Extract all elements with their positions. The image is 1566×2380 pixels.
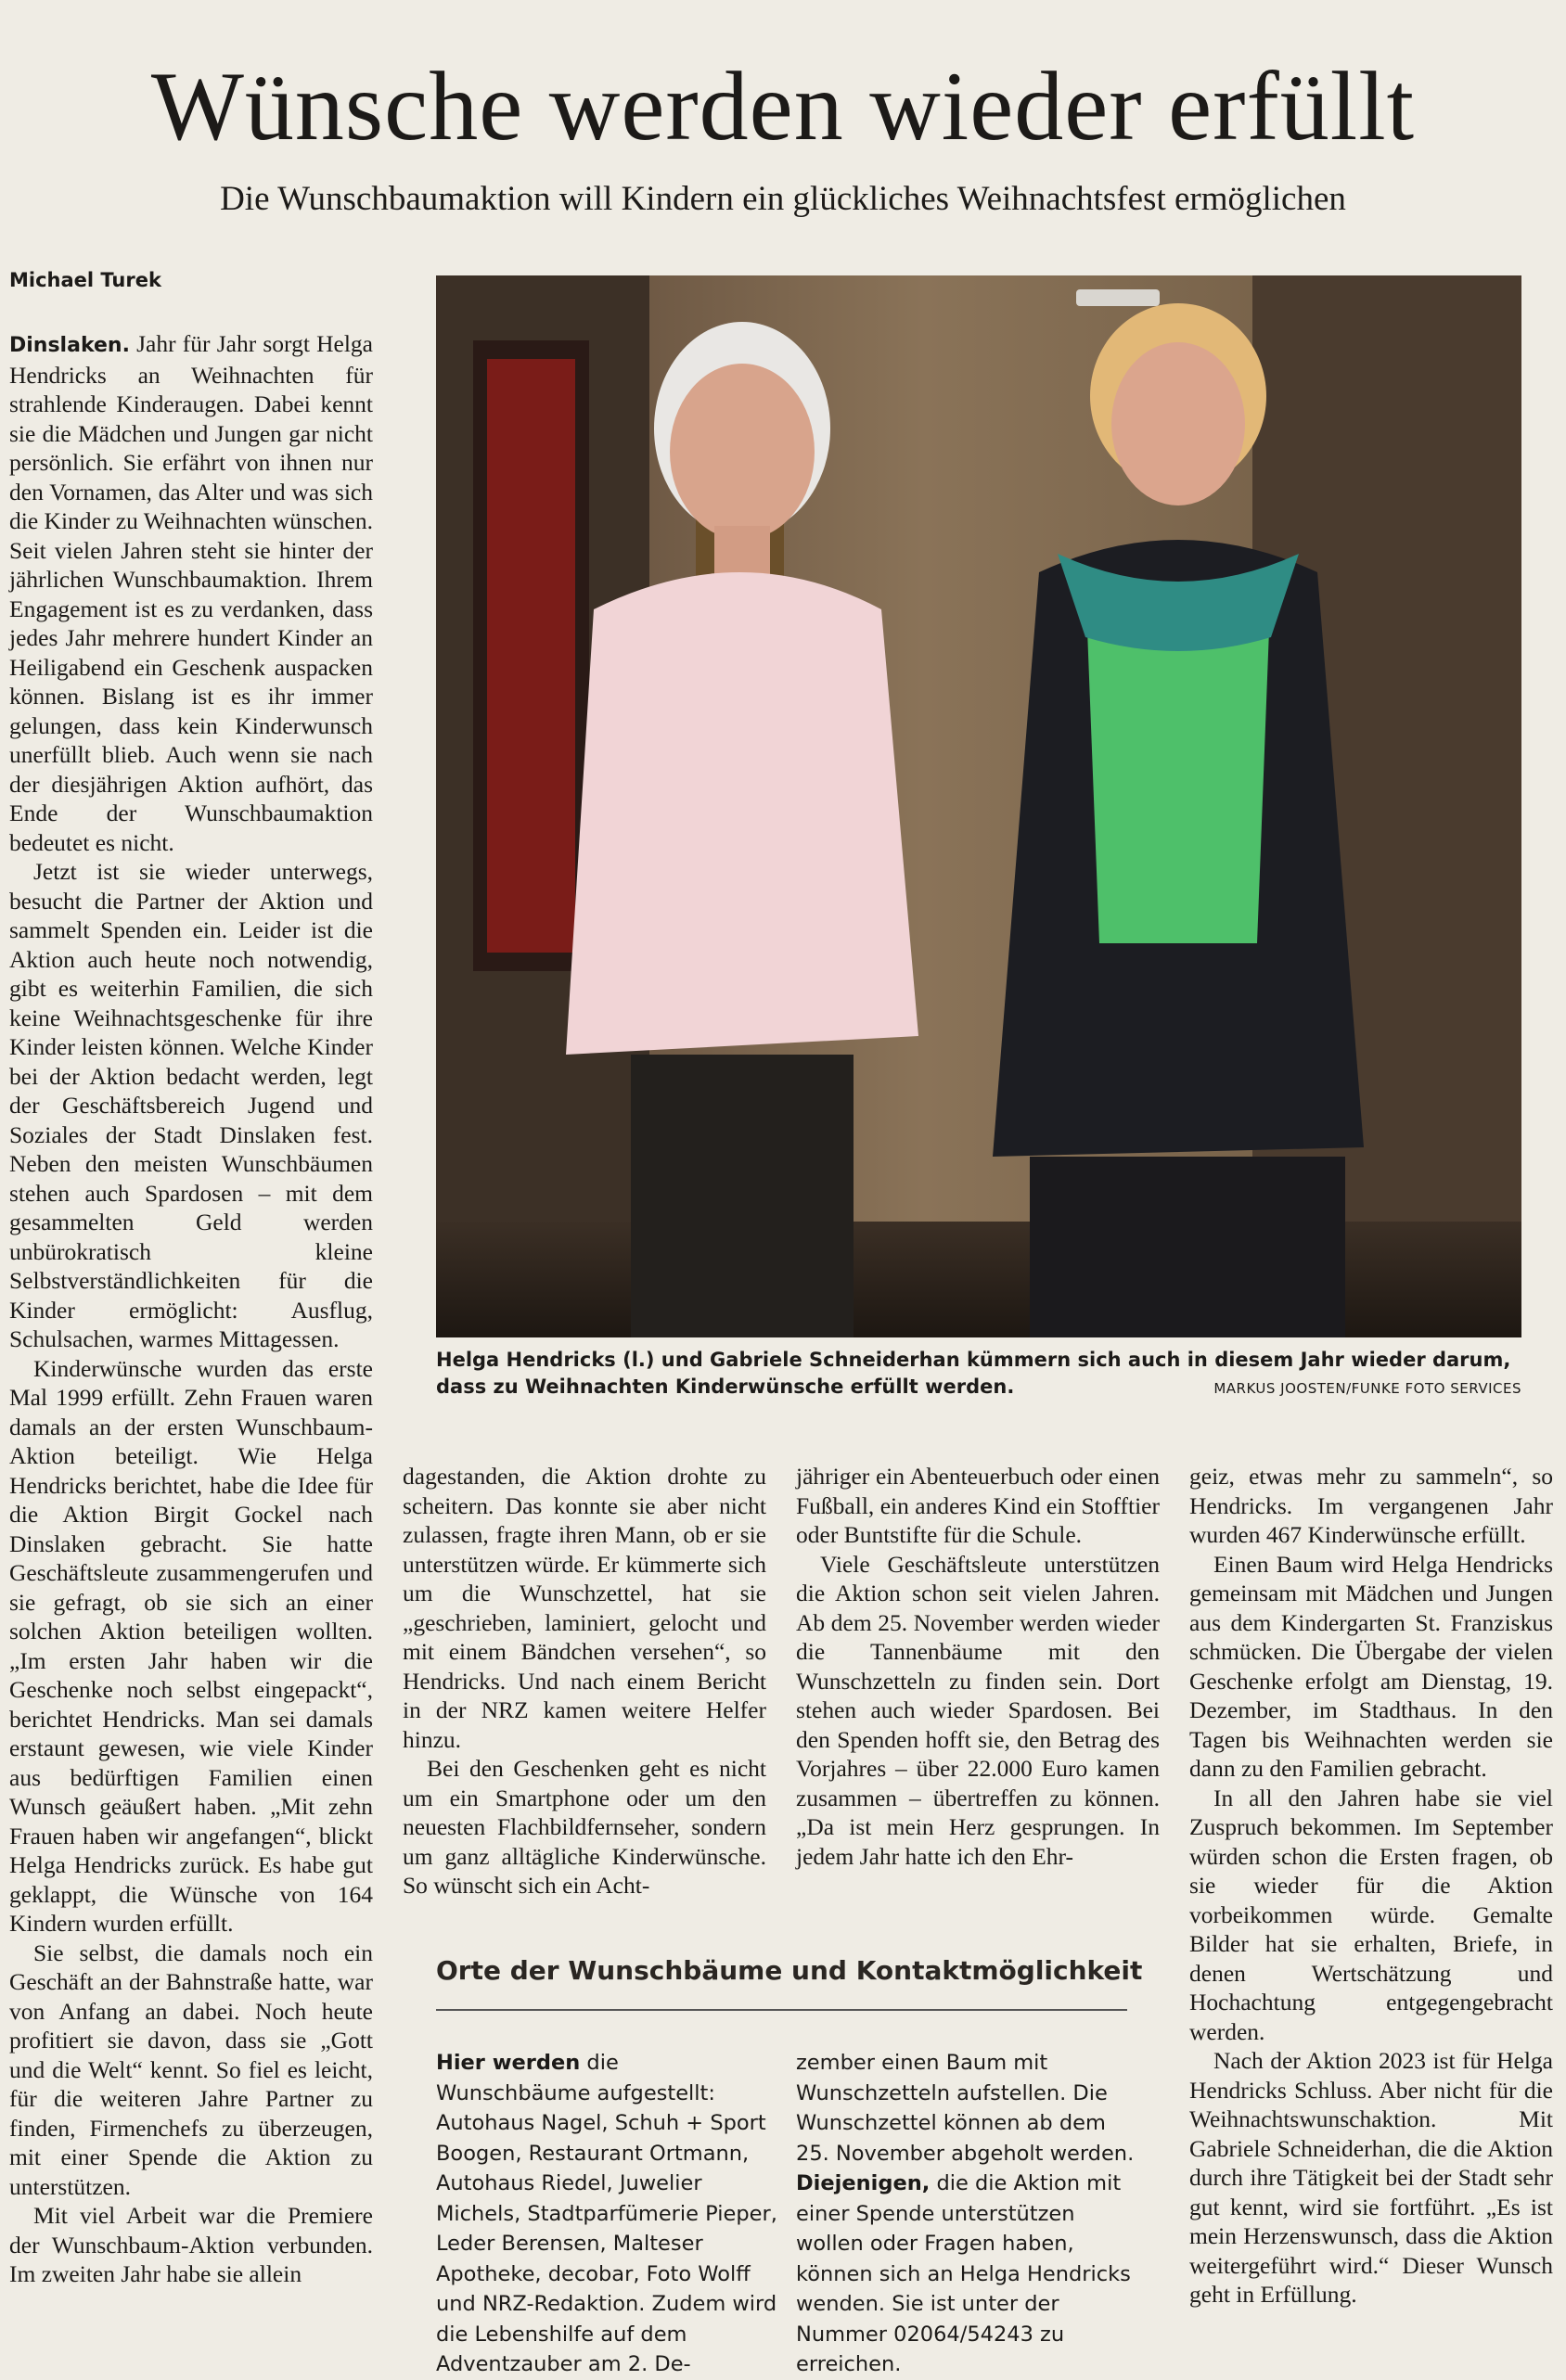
article-photo <box>436 275 1521 1337</box>
infobox-lead: Diejenigen, <box>796 2171 931 2195</box>
paragraph: Sie selbst, die damals noch ein Geschäft an der Bahnstraße hatte, war von Anfang an dabei. Noch heute profitiert sie davon, dass sie „Gott und die Welt“ kennt. So fiel es leicht, für die weiteren Jahre Partner zu finden, Firmenchefs zu überzeugen, mit einer Spende die Aktion zu unterstützen. <box>9 1939 373 2200</box>
infobox-title: Orte der Wunschbäume und Kontaktmöglichkeit <box>436 1955 1143 1986</box>
paragraph: Jetzt ist sie wieder unterwegs, besucht die Partner der Aktion und sammelt Spenden ein. Leider ist die Aktion auch heute noch notwendig, gibt es weiterhin Familien, die sich keine Weihnachtsgeschenke für ihre Kinder leisten können. Welche Kinder bei der Aktion bedacht werden, legt der Geschäftsbereich Jugend und Soziales der Stadt Dinslaken fest. Neben den meisten Wunschbäumen stehen auch Spardosen – mit dem gesammelten Geld werden unbürokratisch kleine Selbstverständlichkeiten für die Kinder ermöglicht: Ausflug, Schulsachen, warmes Mittagessen. <box>9 858 373 1352</box>
paragraph: In all den Jahren habe sie viel Zuspruch bekommen. Im September würden schon die Ersten fragen, ob sie wieder für die Aktion vorbeikommen würde. Gemalte Bilder hat sie erhalten, Briefe, in denen Wertschätzung und Hochachtung entgegengebracht werden. <box>1189 1784 1553 2045</box>
portrait-photo-illustration <box>436 275 1521 1337</box>
article-column-4 <box>1189 1462 1553 2310</box>
paragraph: Kinderwünsche wurden das erste Mal 1999 erfüllt. Zehn Frauen waren damals an der ersten Wunschbaum-Aktion beteiligt. Wie Helga Hendricks berichtet, habe die Idee für die Aktion Birgit Gockel nach Dinslaken gebracht. Sie hatte Geschäftsleute zusammengerufen und sie gefragt, ob sie sich an einer solchen Aktion beteiligen wollten. „Im ersten Jahr haben wir die Geschenke noch selbst eingepackt“, berichtet Hendricks. Man sei damals erstaunt gewesen, wie viele Kinder aus bedürftigen Familien einen Wunsch geäußert haben. „Mit zehn Frauen haben wir angefangen“, blickt Helga Hendricks zurück. Es habe gut geklappt, die Wünsche von 164 Kindern wurden erfüllt. <box>9 1354 373 1937</box>
paragraph: Nach der Aktion 2023 ist für Helga Hendricks Schluss. Aber nicht für die Weihnachtswunschaktion. Mit Gabriele Schneiderhan, die die Aktion durch ihre Tätigkeit bei der Stadt sehr gut kennt, wird sie fortführt. „Es ist mein Herzenswunsch, dass die Aktion weitergeführt wird.“ Dieser Wunsch geht in Erfüllung. <box>1189 2047 1553 2308</box>
article-column-3 <box>796 1462 1160 1871</box>
author-byline: Michael Turek <box>9 269 161 291</box>
infobox-lead: Hier werden <box>436 2051 581 2075</box>
paragraph: dagestanden, die Aktion drohte zu scheitern. Das konnte sie aber nicht zulassen, fragte ihren Mann, ob er sie unterstützen würde. Er kümmerte sich um die Wunschzettel, hat sie „geschrieben, laminiert, gelocht und mit einem Bändchen versehen“, so Hendricks. Und nach einem Bericht in der NRZ kamen weitere Helfer hinzu. <box>403 1463 766 1753</box>
paragraph: Dinslaken. Jahr für Jahr sorgt Helga Hendricks an Weihnachten für strahlende Kinderaugen. Dabei kennt sie die Mädchen und Jungen gar nicht persönlich. Sie erfährt von ihnen nur den Vornamen, das Alter und was sich die Kinder zu Weihnachten wünschen. Seit vielen Jahren steht sie hinter der jährlichen Wunschbaumaktion. Ihrem Engagement ist es zu verdanken, dass jedes Jahr mehrere hundert Kinder an Heiligabend ein Geschenk auspacken können. Bislang ist es ihr immer gelungen, dass kein Kinderwunsch unerfüllt blieb. Auch wenn sie nach der diesjährigen Aktion aufhört, das Ende der Wunschbaumaktion bedeutet es nicht. <box>9 330 373 856</box>
paragraph: Einen Baum wird Helga Hendricks gemeinsam mit Mädchen und Jungen aus dem Kindergarten St. Franziskus schmücken. Die Übergabe der vielen Geschenke erfolgt am Dienstag, 19. Dezember, im Stadthaus. In den Tagen bis Weihnachten werden sie dann zu den Familien gebracht. <box>1189 1550 1553 1782</box>
dateline: Dinslaken. <box>9 334 130 357</box>
photo-credit: MARKUS JOOSTEN/FUNKE FOTO SERVICES <box>1213 1380 1521 1397</box>
paragraph: jähriger ein Abenteuerbuch oder einen Fußball, ein anderes Kind ein Stofftier oder Buntstifte für die Schule. <box>796 1463 1160 1548</box>
paragraph: Viele Geschäftsleute unterstützen die Aktion schon seit vielen Jahren. Ab dem 25. November werden wieder die Tannenbäume mit den Wunschzetteln zu finden sein. Dort stehen auch wieder Spardosen. Bei den Spenden hofft sie, den Betrag des Vorjahres – über 22.000 Euro kamen zusammen – übertreffen zu können. „Da ist mein Herz gesprungen. In jedem Jahr hatte ich den Ehr- <box>796 1550 1160 1870</box>
infobox-column-2: zember einen Baum mit Wunschzetteln aufstellen. Die Wunschzettel können ab dem 25. November abgeholt werden. Diejenigen, die die Aktion mit einer Spende unterstützen wollen oder Fragen haben, können sich an Helga Hendricks wenden. Sie ist unter der Nummer 02064/54243 zu erreichen. <box>796 2051 1135 2376</box>
paragraph: Bei den Geschenken geht es nicht um ein Smartphone oder um den neuesten Flachbildfernseher, sondern um ganz alltägliche Kinderwünsche. So wünscht sich ein Acht- <box>403 1755 766 1899</box>
infobox-column-1: Hier werden die Wunschbäume aufgestellt: Autohaus Nagel, Schuh + Sport Boogen, Restaurant Ortmann, Autohaus Riedel, Juwelier Michels, Stadtparfümerie Pieper, Leder Berensen, Malteser Apotheke, decobar, Foto Wolff und NRZ-Redaktion. Zudem wird die Lebenshilfe auf dem Adventzauber am 2. De- <box>436 2051 777 2376</box>
article-column-1 <box>9 329 373 2289</box>
headline: Wünsche werden wieder erfüllt <box>150 52 1416 160</box>
infobox-divider <box>436 2009 1127 2011</box>
paragraph: geiz, etwas mehr zu sammeln“, so Hendricks. Im vergangenen Jahr wurden 467 Kinderwünsche erfüllt. <box>1189 1463 1553 1548</box>
photo-caption: Helga Hendricks (l.) und Gabriele Schneiderhan kümmern sich auch in diesem Jahr wieder darum, dass zu Weihnachten Kinderwünsche erfüllt werden. <box>436 1349 1511 1398</box>
subheadline: Die Wunschbaumaktion will Kindern ein glückliches Weihnachtsfest ermöglichen <box>220 180 1346 218</box>
paragraph: Mit viel Arbeit war die Premiere der Wunschbaum-Aktion verbunden. Im zweiten Jahr habe sie allein <box>9 2202 373 2287</box>
article-column-2 <box>403 1462 766 1900</box>
